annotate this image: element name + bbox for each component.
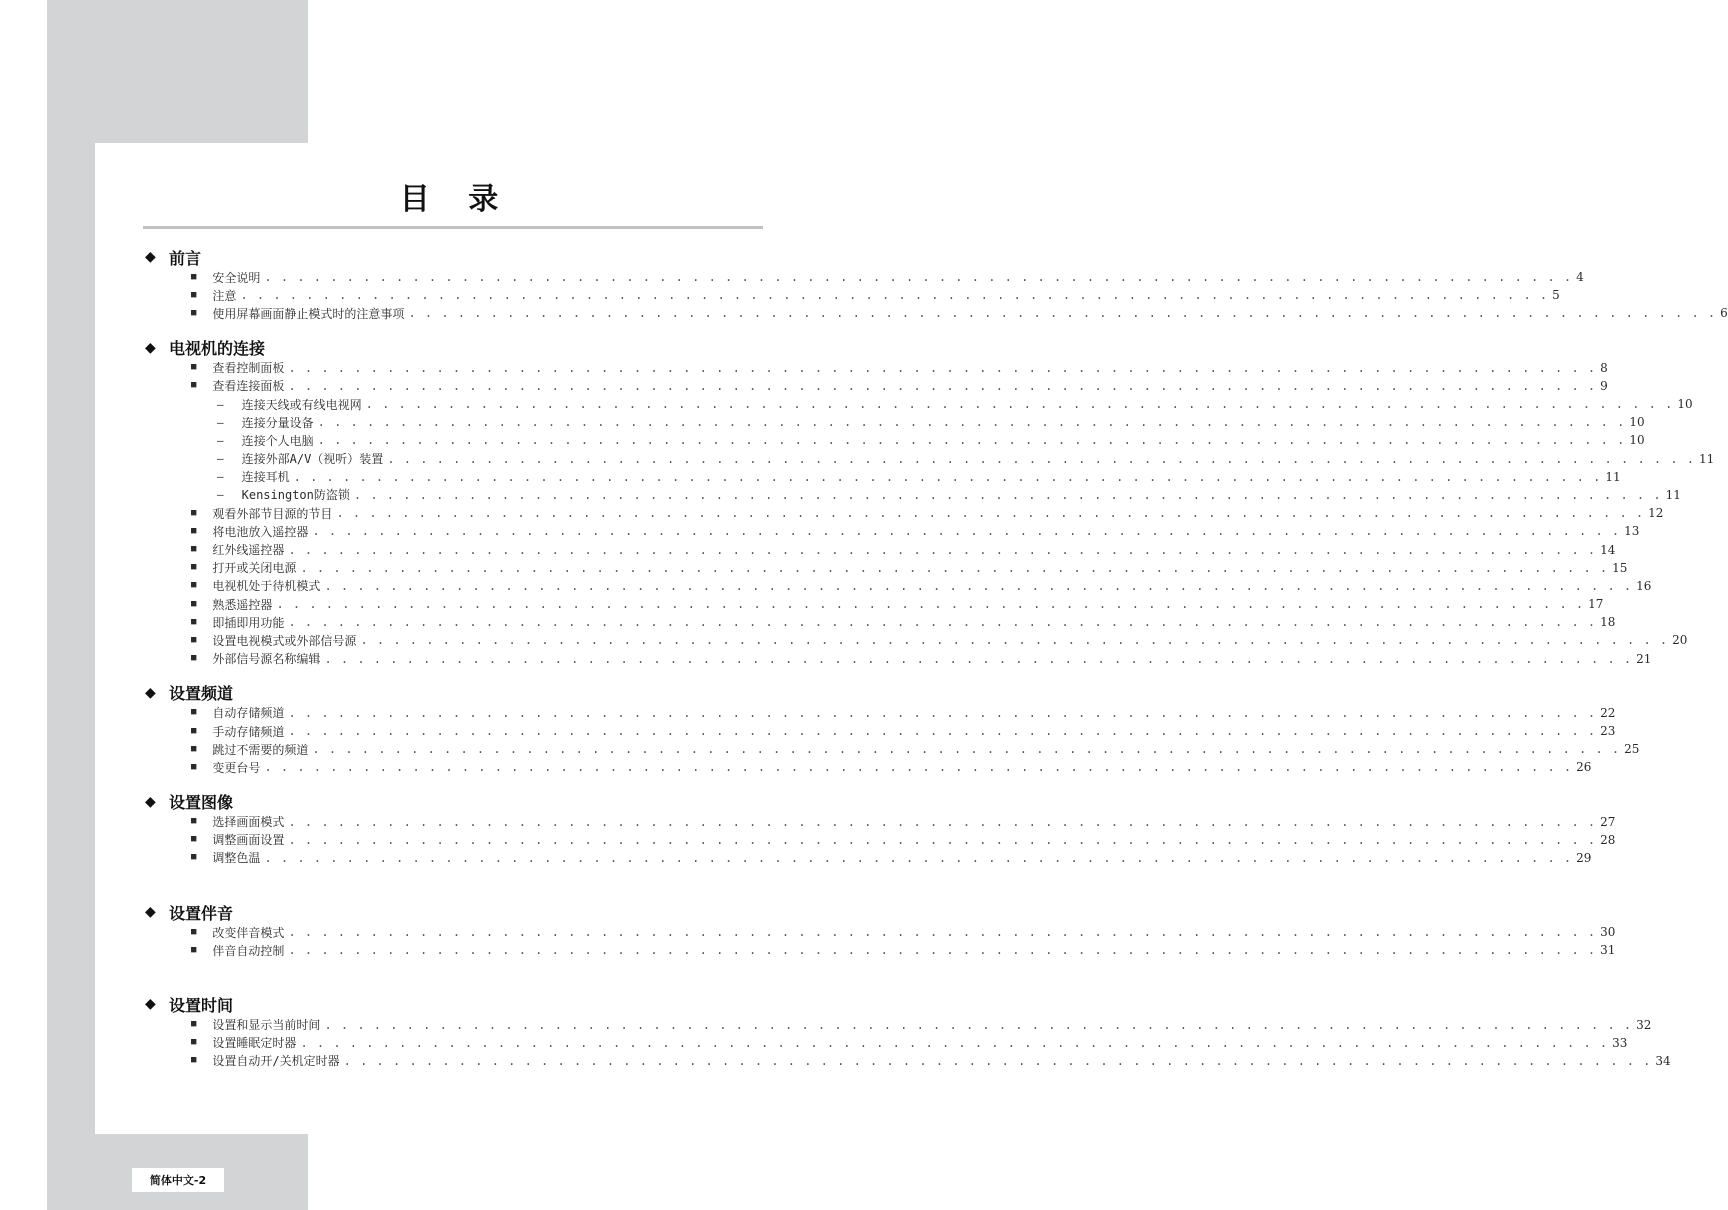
- dash-bullet-icon: —: [217, 397, 224, 411]
- diamond-bullet-icon: ◆: [145, 904, 156, 921]
- toc-page-number: 16: [1636, 578, 1652, 593]
- dot-leader: . . . . . . . . . . . . . . . . . . . . . . . . . . . . . . . . . . . . . . . . . . . . . . . . . . . . . . . . . . . . . . . . . . . . . . . . . . . . . . . .: [387, 451, 1696, 466]
- toc-entry[interactable]: [145, 595, 1604, 613]
- toc-entry-label: 设置电视模式或外部信号源: [212, 633, 357, 648]
- toc-entry-label: 设置睡眠定时器: [212, 1036, 297, 1051]
- toc-entry[interactable]: [145, 849, 1592, 867]
- diamond-bullet-icon: ◆: [145, 339, 156, 356]
- toc-entry-label: 调整画面设置: [212, 833, 285, 848]
- dot-leader: . . . . . . . . . . . . . . . . . . . . . . . . . . . . . . . . . . . . . . . . . . . . . . . . . . . . . . . . . . . . . . . . . . . . . . . . . . . . . . . .: [312, 742, 1621, 757]
- toc-entry-label: 安全说明: [212, 270, 261, 285]
- diamond-bullet-icon: ◆: [145, 996, 156, 1013]
- dot-leader: . . . . . . . . . . . . . . . . . . . . . . . . . . . . . . . . . . . . . . . . . . . . . . . . . . . . . . . . . . . . . . . . . . . . . . . . . . . . . . . .: [324, 1017, 1633, 1032]
- page-corner-top: [47, 0, 308, 143]
- toc-page-number: 11: [1665, 487, 1681, 502]
- section-heading-text: 前言: [169, 248, 202, 268]
- dot-leader: . . . . . . . . . . . . . . . . . . . . . . . . . . . . . . . . . . . . . . . . . . . . . . . . . . . . . . . . . . . . . . . . . . . . . . . . . . . . . . . .: [317, 433, 1626, 448]
- diamond-bullet-icon: ◆: [145, 793, 156, 810]
- dot-leader: . . . . . . . . . . . . . . . . . . . . . . . . . . . . . . . . . . . . . . . . . . . . . . . . . . . . . . . . . . . . . . . . . . . . . . . . . . . . . . . .: [288, 360, 1597, 375]
- toc-page-number: 4: [1576, 270, 1584, 285]
- toc-entry[interactable]: [145, 631, 1688, 649]
- toc-entry[interactable]: [145, 740, 1640, 758]
- toc-page-number: 6: [1720, 306, 1728, 321]
- dot-leader: . . . . . . . . . . . . . . . . . . . . . . . . . . . . . . . . . . . . . . . . . . . . . . . . . . . . . . . . . . . . . . . . . . . . . . . . . . . . . . . .: [264, 270, 1573, 285]
- dot-leader: . . . . . . . . . . . . . . . . . . . . . . . . . . . . . . . . . . . . . . . . . . . . . . . . . . . . . . . . . . . . . . . . . . . . . . . . . . . . . . . .: [324, 651, 1633, 666]
- toc-entry[interactable]: [145, 522, 1640, 540]
- square-bullet-icon: ■: [191, 307, 197, 318]
- toc-subentry[interactable]: [145, 395, 1693, 413]
- toc-entry-label: 使用屏幕画面静止模式时的注意事项: [212, 306, 405, 321]
- dash-bullet-icon: —: [217, 433, 224, 447]
- toc-entry[interactable]: [145, 359, 1608, 377]
- toc-entry-label: 打开或关闭电源: [212, 561, 297, 576]
- square-bullet-icon: ■: [191, 598, 197, 609]
- dot-leader: . . . . . . . . . . . . . . . . . . . . . . . . . . . . . . . . . . . . . . . . . . . . . . . . . . . . . . . . . . . . . . . . . . . . . . . . . . . . . . . .: [264, 760, 1573, 775]
- toc-entry-label: 红外线遥控器: [212, 543, 285, 558]
- section-heading: [145, 993, 760, 1015]
- toc-page-number: 10: [1629, 433, 1645, 448]
- toc-page-number: 17: [1588, 597, 1604, 612]
- dot-leader: . . . . . . . . . . . . . . . . . . . . . . . . . . . . . . . . . . . . . . . . . . . . . . . . . . . . . . . . . . . . . . . . . . . . . . . . . . . . . . . .: [288, 943, 1597, 958]
- square-bullet-icon: ■: [191, 944, 197, 955]
- dot-leader: . . . . . . . . . . . . . . . . . . . . . . . . . . . . . . . . . . . . . . . . . . . . . . . . . . . . . . . . . . . . . . . . . . . . . . . . . . . . . . . .: [360, 633, 1669, 648]
- section-heading-text: 设置图像: [169, 793, 234, 812]
- square-bullet-icon: ■: [191, 525, 197, 536]
- toc-entry[interactable]: [145, 377, 1608, 395]
- dot-leader: . . . . . . . . . . . . . . . . . . . . . . . . . . . . . . . . . . . . . . . . . . . . . . . . . . . . . . . . . . . . . . . . . . . . . . . . . . . . . . . .: [293, 469, 1602, 484]
- toc-page-number: 28: [1600, 832, 1616, 847]
- dash-bullet-icon: —: [217, 488, 224, 502]
- toc-entry[interactable]: [145, 1052, 1671, 1070]
- dot-leader: . . . . . . . . . . . . . . . . . . . . . . . . . . . . . . . . . . . . . . . . . . . . . . . . . . . . . . . . . . . . . . . . . . . . . . . . . . . . . . . .: [288, 615, 1597, 630]
- toc-entry[interactable]: [145, 577, 1652, 595]
- toc-page-number: 5: [1552, 288, 1560, 303]
- toc-entry[interactable]: [145, 722, 1616, 740]
- toc-page-number: 14: [1600, 542, 1616, 557]
- square-bullet-icon: ■: [191, 761, 197, 772]
- dot-leader: . . . . . . . . . . . . . . . . . . . . . . . . . . . . . . . . . . . . . . . . . . . . . . . . . . . . . . . . . . . . . . . . . . . . . . . . . . . . . . . .: [365, 397, 1674, 412]
- toc-entry-label: 查看连接面板: [212, 379, 285, 394]
- toc-entry-label: 连接耳机: [241, 470, 290, 485]
- toc-page-number: 18: [1600, 615, 1616, 630]
- dot-leader: . . . . . . . . . . . . . . . . . . . . . . . . . . . . . . . . . . . . . . . . . . . . . . . . . . . . . . . . . . . . . . . . . . . . . . . . . . . . . . . .: [353, 487, 1662, 502]
- square-bullet-icon: ■: [191, 580, 197, 591]
- toc-subentry[interactable]: [145, 431, 1645, 449]
- page-number-label: 简体中文-2: [132, 1168, 224, 1192]
- toc-page-number: 12: [1648, 506, 1664, 521]
- section-heading: [145, 791, 760, 813]
- dot-leader: . . . . . . . . . . . . . . . . . . . . . . . . . . . . . . . . . . . . . . . . . . . . . . . . . . . . . . . . . . . . . . . . . . . . . . . . . . . . . . . .: [288, 542, 1597, 557]
- toc-page-number: 27: [1600, 814, 1616, 829]
- diamond-bullet-icon: ◆: [145, 684, 156, 701]
- toc-page-number: 34: [1655, 1053, 1671, 1068]
- toc-page-number: 29: [1576, 850, 1592, 865]
- toc-entry[interactable]: [145, 831, 1616, 849]
- dash-bullet-icon: —: [217, 452, 224, 466]
- dot-leader: . . . . . . . . . . . . . . . . . . . . . . . . . . . . . . . . . . . . . . . . . . . . . . . . . . . . . . . . . . . . . . . . . . . . . . . . . . . . . . . .: [312, 524, 1621, 539]
- toc-entry-label: 外部信号源名称编辑: [212, 652, 321, 667]
- square-bullet-icon: ■: [191, 852, 197, 863]
- toc-section: [145, 901, 1616, 959]
- dot-leader: . . . . . . . . . . . . . . . . . . . . . . . . . . . . . . . . . . . . . . . . . . . . . . . . . . . . . . . . . . . . . . . . . . . . . . . . . . . . . . . .: [336, 506, 1645, 521]
- toc-entry-label: 电视机处于待机模式: [212, 579, 321, 594]
- section-heading: [145, 682, 760, 704]
- dot-leader: . . . . . . . . . . . . . . . . . . . . . . . . . . . . . . . . . . . . . . . . . . . . . . . . . . . . . . . . . . . . . . . . . . . . . . . . . . . . . . . .: [288, 378, 1597, 393]
- toc-entry-label: 跳过不需要的频道: [212, 742, 309, 757]
- toc-entry-label: 设置和显示当前时间: [212, 1018, 321, 1033]
- toc-entry-label: 注意: [212, 288, 237, 303]
- dot-leader: . . . . . . . . . . . . . . . . . . . . . . . . . . . . . . . . . . . . . . . . . . . . . . . . . . . . . . . . . . . . . . . . . . . . . . . . . . . . . . . .: [317, 415, 1626, 430]
- toc-entry[interactable]: [145, 758, 1592, 776]
- title-divider: [143, 226, 763, 229]
- toc-page-number: 11: [1699, 451, 1715, 466]
- toc-entry-label: Kensington防盗锁: [241, 488, 350, 503]
- toc-entry[interactable]: [145, 704, 1616, 722]
- page-title: 目 录: [399, 182, 513, 217]
- toc-entry-label: 连接分量设备: [241, 415, 314, 430]
- toc-entry-label: 观看外部节目源的节目: [212, 506, 333, 521]
- toc-entry[interactable]: [145, 559, 1628, 577]
- table-of-contents: [145, 246, 1728, 1070]
- toc-page-number: 30: [1600, 925, 1616, 940]
- toc-entry-label: 连接个人电脑: [241, 433, 314, 448]
- square-bullet-icon: ■: [191, 816, 197, 827]
- toc-entry-label: 连接天线或有线电视网: [241, 397, 362, 412]
- square-bullet-icon: ■: [191, 1037, 197, 1048]
- toc-entry[interactable]: [145, 286, 1560, 304]
- dot-leader: . . . . . . . . . . . . . . . . . . . . . . . . . . . . . . . . . . . . . . . . . . . . . . . . . . . . . . . . . . . . . . . . . . . . . . . . . . . . . . . .: [240, 288, 1549, 303]
- toc-subentry[interactable]: [145, 450, 1715, 468]
- square-bullet-icon: ■: [191, 725, 197, 736]
- square-bullet-icon: ■: [191, 380, 197, 391]
- dot-leader: . . . . . . . . . . . . . . . . . . . . . . . . . . . . . . . . . . . . . . . . . . . . . . . . . . . . . . . . . . . . . . . . . . . . . . . . . . . . . . . .: [324, 578, 1633, 593]
- toc-subentry[interactable]: [145, 486, 1681, 504]
- dot-leader: . . . . . . . . . . . . . . . . . . . . . . . . . . . . . . . . . . . . . . . . . . . . . . . . . . . . . . . . . . . . . . . . . . . . . . . . . . . . . . . .: [300, 560, 1609, 575]
- section-heading-text: 设置时间: [169, 995, 234, 1015]
- toc-page-number: 10: [1629, 415, 1645, 430]
- dot-leader: . . . . . . . . . . . . . . . . . . . . . . . . . . . . . . . . . . . . . . . . . . . . . . . . . . . . . . . . . . . . . . . . . . . . . . . . . . . . . . . .: [276, 597, 1585, 612]
- dot-leader: . . . . . . . . . . . . . . . . . . . . . . . . . . . . . . . . . . . . . . . . . . . . . . . . . . . . . . . . . . . . . . . . . . . . . . . . . . . . . . . .: [300, 1035, 1609, 1050]
- toc-entry[interactable]: [145, 1015, 1652, 1033]
- square-bullet-icon: ■: [191, 743, 197, 754]
- toc-entry-label: 伴音自动控制: [212, 943, 285, 958]
- toc-section: [145, 791, 1616, 868]
- toc-page-number: 31: [1600, 943, 1616, 958]
- square-bullet-icon: ■: [191, 1055, 197, 1066]
- section-heading: [145, 337, 760, 359]
- dot-leader: . . . . . . . . . . . . . . . . . . . . . . . . . . . . . . . . . . . . . . . . . . . . . . . . . . . . . . . . . . . . . . . . . . . . . . . . . . . . . . . .: [288, 814, 1597, 829]
- dot-leader: . . . . . . . . . . . . . . . . . . . . . . . . . . . . . . . . . . . . . . . . . . . . . . . . . . . . . . . . . . . . . . . . . . . . . . . . . . . . . . . .: [288, 832, 1597, 847]
- toc-entry[interactable]: [145, 941, 1616, 959]
- dot-leader: . . . . . . . . . . . . . . . . . . . . . . . . . . . . . . . . . . . . . . . . . . . . . . . . . . . . . . . . . . . . . . . . . . . . . . . . . . . . . . . .: [288, 925, 1597, 940]
- toc-page-number: 21: [1636, 651, 1652, 666]
- toc-entry-label: 连接外部A/V（视听）装置: [241, 452, 384, 467]
- square-bullet-icon: ■: [191, 653, 197, 664]
- toc-entry[interactable]: [145, 813, 1616, 831]
- dot-leader: . . . . . . . . . . . . . . . . . . . . . . . . . . . . . . . . . . . . . . . . . . . . . . . . . . . . . . . . . . . . . . . . . . . . . . . . . . . . . . . .: [288, 705, 1597, 720]
- square-bullet-icon: ■: [191, 834, 197, 845]
- toc-entry-label: 将电池放入遥控器: [212, 524, 309, 539]
- toc-entry-label: 调整色温: [212, 851, 261, 866]
- toc-page-number: 26: [1576, 760, 1592, 775]
- toc-entry[interactable]: [145, 504, 1664, 522]
- toc-section: [145, 682, 1640, 777]
- toc-page-number: 9: [1600, 378, 1608, 393]
- square-bullet-icon: ■: [191, 562, 197, 573]
- toc-entry[interactable]: [145, 1034, 1628, 1052]
- toc-entry[interactable]: [145, 613, 1616, 631]
- toc-page-number: 11: [1605, 469, 1621, 484]
- square-bullet-icon: ■: [191, 634, 197, 645]
- toc-entry-label: 查看控制面板: [212, 361, 285, 376]
- toc-entry-label: 自动存储频道: [212, 706, 285, 721]
- section-heading-text: 电视机的连接: [169, 339, 266, 359]
- square-bullet-icon: ■: [191, 271, 197, 282]
- toc-entry-label: 熟悉遥控器: [212, 597, 273, 612]
- square-bullet-icon: ■: [191, 289, 197, 300]
- toc-section: [145, 337, 1715, 668]
- toc-page-number: 20: [1672, 633, 1688, 648]
- toc-section: [145, 993, 1671, 1070]
- toc-page-number: 8: [1600, 360, 1608, 375]
- toc-entry[interactable]: [145, 268, 1584, 286]
- toc-section: [145, 246, 1728, 323]
- section-heading: [145, 901, 760, 923]
- dot-leader: . . . . . . . . . . . . . . . . . . . . . . . . . . . . . . . . . . . . . . . . . . . . . . . . . . . . . . . . . . . . . . . . . . . . . . . . . . . . . . . .: [408, 306, 1717, 321]
- toc-subentry[interactable]: [145, 413, 1645, 431]
- toc-page-number: 25: [1624, 742, 1640, 757]
- section-heading-text: 设置伴音: [169, 903, 234, 923]
- toc-page-number: 32: [1636, 1017, 1652, 1032]
- toc-entry[interactable]: [145, 540, 1616, 558]
- square-bullet-icon: ■: [191, 1019, 197, 1030]
- dash-bullet-icon: —: [217, 470, 224, 484]
- toc-entry-label: 手动存储频道: [212, 724, 285, 739]
- diamond-bullet-icon: ◆: [145, 249, 156, 265]
- toc-entry[interactable]: [145, 650, 1652, 668]
- toc-entry-label: 设置自动开/关机定时器: [212, 1054, 340, 1069]
- toc-entry[interactable]: [145, 304, 1728, 322]
- square-bullet-icon: ■: [191, 544, 197, 555]
- page-margin-strip: [47, 143, 95, 1210]
- toc-entry-label: 即插即用功能: [212, 615, 285, 630]
- square-bullet-icon: ■: [191, 362, 197, 373]
- square-bullet-icon: ■: [191, 616, 197, 627]
- toc-page-number: 13: [1624, 524, 1640, 539]
- section-heading: [145, 246, 760, 268]
- toc-page-number: 22: [1600, 705, 1616, 720]
- toc-entry[interactable]: [145, 923, 1616, 941]
- dot-leader: . . . . . . . . . . . . . . . . . . . . . . . . . . . . . . . . . . . . . . . . . . . . . . . . . . . . . . . . . . . . . . . . . . . . . . . . . . . . . . . .: [264, 850, 1573, 865]
- square-bullet-icon: ■: [191, 507, 197, 518]
- toc-page-number: 33: [1612, 1035, 1628, 1050]
- toc-entry-label: 变更台号: [212, 760, 261, 775]
- toc-page-number: 23: [1600, 724, 1616, 739]
- toc-page-number: 10: [1677, 397, 1693, 412]
- toc-subentry[interactable]: [145, 468, 1621, 486]
- toc-entry-label: 改变伴音模式: [212, 925, 285, 940]
- toc-page-number: 15: [1612, 560, 1628, 575]
- dash-bullet-icon: —: [217, 415, 224, 429]
- square-bullet-icon: ■: [191, 926, 197, 937]
- dot-leader: . . . . . . . . . . . . . . . . . . . . . . . . . . . . . . . . . . . . . . . . . . . . . . . . . . . . . . . . . . . . . . . . . . . . . . . . . . . . . . . .: [288, 724, 1597, 739]
- square-bullet-icon: ■: [191, 707, 197, 718]
- section-heading-text: 设置频道: [169, 684, 234, 704]
- dot-leader: . . . . . . . . . . . . . . . . . . . . . . . . . . . . . . . . . . . . . . . . . . . . . . . . . . . . . . . . . . . . . . . . . . . . . . . . . . . . . . . .: [343, 1053, 1652, 1068]
- toc-entry-label: 选择画面模式: [212, 815, 285, 830]
